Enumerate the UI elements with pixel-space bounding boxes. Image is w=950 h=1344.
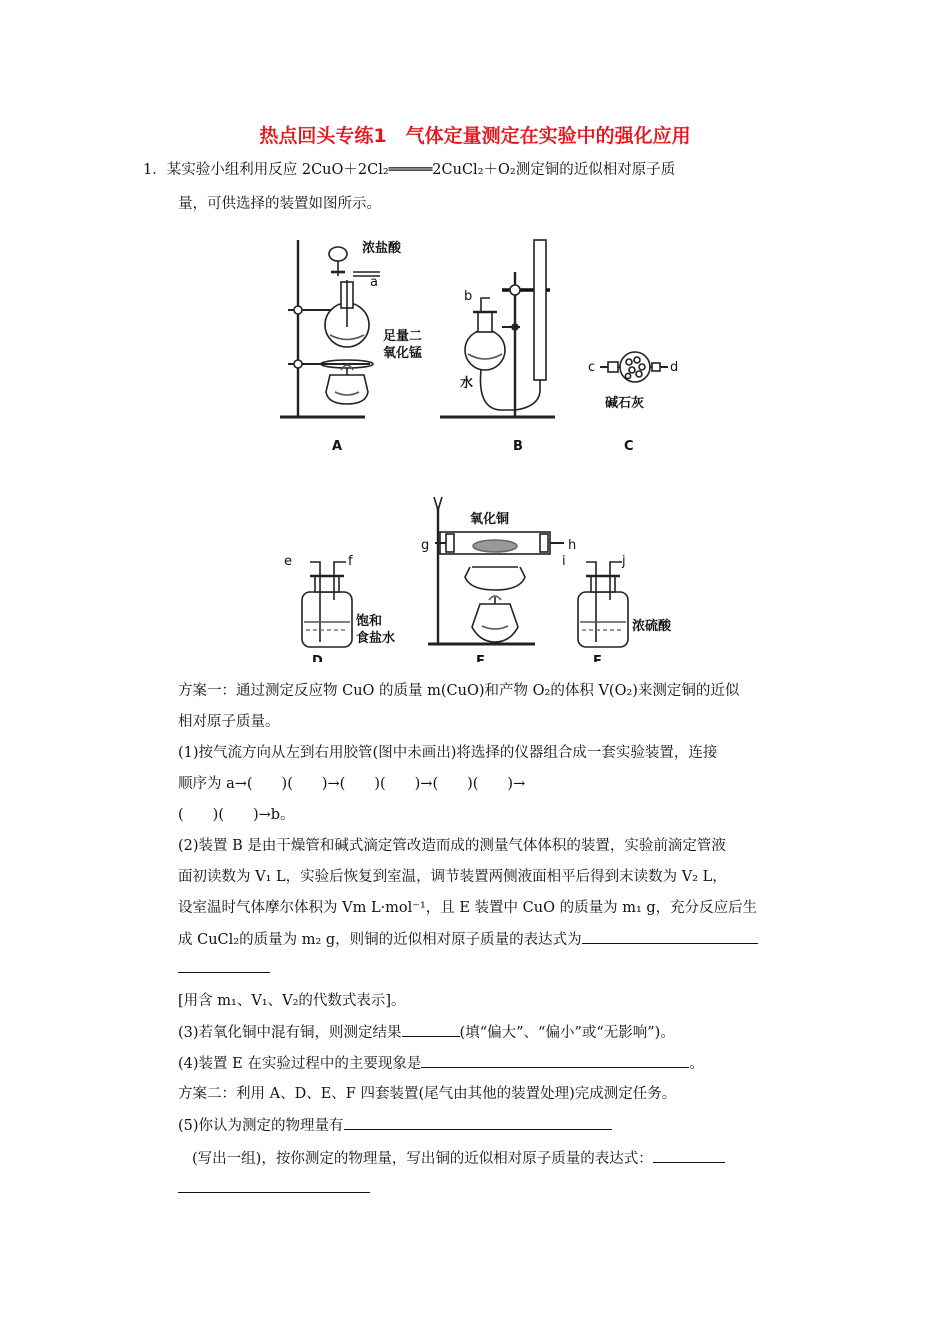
label-F: F (593, 654, 602, 662)
question-1-line-1 (143, 160, 675, 180)
answer-blank-2b[interactable] (178, 958, 270, 973)
question-1-line-2: 量，可供选择的装置如图所示。 (178, 196, 381, 212)
label-f: f (348, 554, 353, 569)
question-1-2-line-4 (178, 929, 758, 950)
question-1-5-text-b: (写出一组)，按你测定的物理量，写出铜的近似相对原子质量的表达式： (192, 1151, 653, 1167)
label-saturated-2: 食盐水 (356, 631, 396, 646)
question-1-1-line-2: 顺序为 a→( )( )→( )( )→( )( )→ (178, 776, 526, 792)
scheme-1-line-1: 方案一：通过测定反应物 CuO 的质量 m(CuO)和产物 O₂的体积 V(O₂)来测定铜的近似 (178, 683, 740, 699)
scheme-1-line-2: 相对原子质量。 (178, 714, 280, 730)
answer-blank-3[interactable] (402, 1022, 460, 1037)
label-conc-h2so4: 浓硫酸 (632, 619, 672, 634)
apparatus-a (280, 240, 380, 417)
question-number: 1． (143, 162, 167, 178)
apparatus-c (600, 352, 668, 382)
label-i: i (562, 554, 566, 569)
label-b: b (464, 289, 473, 304)
question-1-5-line-2 (192, 1148, 725, 1169)
question-1-3 (178, 1022, 675, 1043)
question-1-3-text-a: (3)若氧化铜中混有铜，则测定结果 (178, 1025, 402, 1041)
apparatus-figure (270, 232, 700, 666)
label-e: e (284, 554, 292, 569)
label-g: g (421, 538, 430, 553)
apparatus-diagram (270, 232, 700, 662)
label-mno2-1: 足量二 (383, 329, 423, 344)
question-1-2-line-5 (178, 958, 270, 979)
apparatus-d (302, 562, 352, 647)
question-1-1-line-3: ( )( )→b。 (178, 807, 295, 823)
answer-blank-5b[interactable] (653, 1148, 725, 1163)
label-conc-hcl: 浓盐酸 (362, 241, 402, 256)
answer-blank-2a[interactable] (582, 929, 758, 944)
question-1-2-line-2: 面初读数为 V₁ L，实验后恢复到室温，调节装置两侧液面相平后得到末读数为 V₂ L， (178, 869, 727, 885)
question-1-2-line-1: (2)装置 B 是由干燥管和碱式滴定管改造而成的测量气体体积的装置，实验前滴定管液 (178, 838, 726, 854)
question-1-2-line-3: 设室温时气体摩尔体积为 Vm L·mol⁻¹，且 E 装置中 CuO 的质量为 m₁ g，充分反应后生 (178, 900, 758, 916)
label-saturated-1: 饱和 (356, 614, 383, 629)
label-j: j (622, 554, 626, 569)
page-title: 热点回头专练1 气体定量测定在实验中的强化应用 (259, 125, 691, 147)
question-1-text-1: 某实验小组利用反应 2CuO＋2Cl₂═════2CuCl₂＋O₂测定铜的近似相对原子质 (166, 162, 676, 178)
label-C: C (624, 439, 634, 454)
label-water: 水 (460, 376, 474, 391)
label-A: A (332, 439, 343, 454)
question-1-4 (178, 1053, 704, 1074)
answer-blank-5c[interactable] (178, 1178, 370, 1193)
question-1-1-line-1: (1)按气流方向从左到右用胶管(图中未画出)将选择的仪器组合成一套实验装置，连接 (178, 745, 718, 761)
question-1-2-text-4: 成 CuCl₂的质量为 m₂ g，则铜的近似相对原子质量的表达式为 (178, 932, 582, 948)
question-1-5-line-1 (178, 1115, 612, 1136)
apparatus-b (440, 240, 555, 417)
label-a: a (370, 275, 378, 290)
question-1-5-line-3 (178, 1178, 370, 1199)
label-E: E (476, 654, 485, 662)
question-1-5-text-a: (5)你认为测定的物理量有 (178, 1118, 344, 1134)
label-c: c (588, 360, 596, 375)
question-1-2-line-6: [用含 m₁、V₁、V₂的代数式表示]。 (178, 993, 406, 1009)
apparatus-f (578, 562, 628, 647)
label-d: d (670, 360, 679, 375)
question-1-4-text-b: 。 (689, 1056, 704, 1072)
question-1-4-text-a: (4)装置 E 在实验过程中的主要现象是 (178, 1056, 422, 1072)
label-soda-lime: 碱石灰 (605, 396, 645, 411)
label-cuo: 氧化铜 (470, 512, 510, 527)
answer-blank-5a[interactable] (344, 1115, 612, 1130)
label-mno2-2: 氧化锰 (383, 346, 423, 361)
label-D: D (312, 654, 323, 662)
answer-blank-4[interactable] (421, 1053, 689, 1068)
label-B: B (513, 439, 523, 454)
label-h: h (568, 538, 577, 553)
scheme-2: 方案二：利用 A、D、E、F 四套装置(尾气由其他的装置处理)完成测定任务。 (178, 1086, 677, 1102)
question-1-3-text-b: (填“偏大”、“偏小”或“无影响”)。 (459, 1025, 675, 1041)
